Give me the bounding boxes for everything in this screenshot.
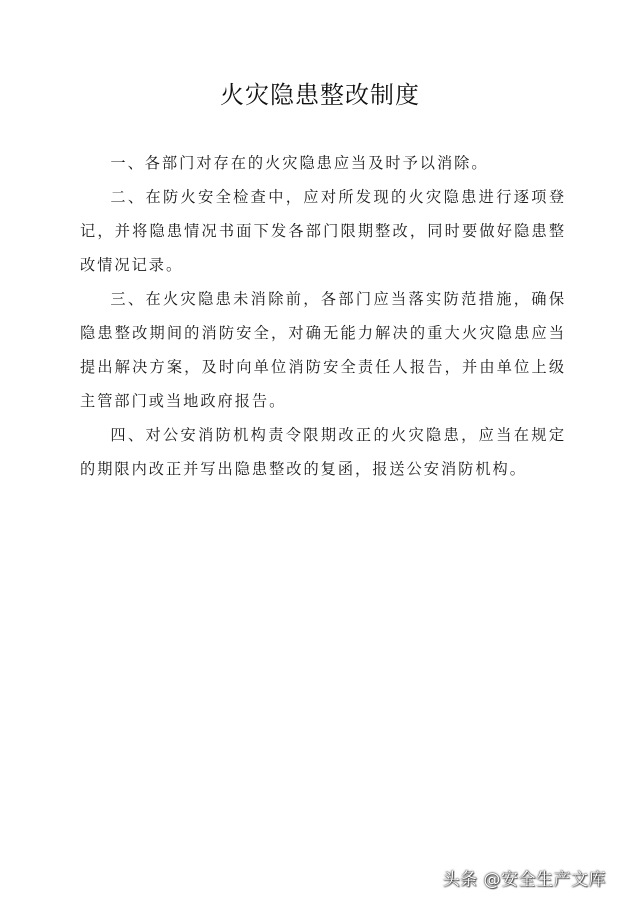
paragraph-1: 一、各部门对存在的火灾隐患应当及时予以消除。 (110, 154, 489, 172)
document-title: 火灾隐患整改制度 (220, 81, 420, 109)
paragraph-4: 四、对公安消防机构责令限期改正的火灾隐患，应当在规定的期限内改正并写出隐患整改的复函，报送公安消防机构。 (80, 426, 566, 478)
source-watermark: 头条 @安全生产文库 (442, 870, 606, 890)
document-body (80, 146, 566, 486)
paragraph-2: 二、在防火安全检查中，应对所发现的火灾隐患进行逐项登记，并将隐患情况书面下发各部门限期整改，同时要做好隐患整改情况记录。 (80, 188, 566, 274)
paragraph-3: 三、在火灾隐患未消除前，各部门应当落实防范措施，确保隐患整改期间的消防安全，对确无能力解决的重大火灾隐患应当提出解决方案，及时向单位消防安全责任人报告，并由单位上级主管部门或当地政府报告。 (80, 290, 566, 410)
